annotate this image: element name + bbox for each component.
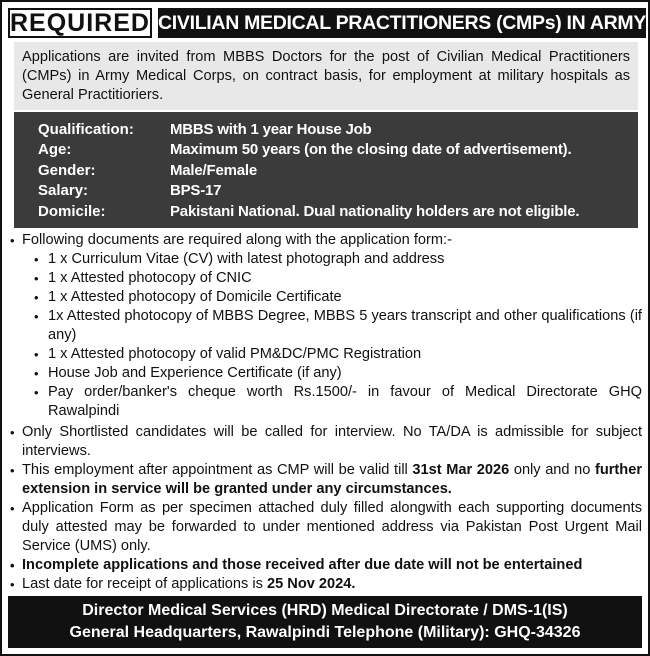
document-item: • 1 x Curriculum Vitae (CV) with latest photograph and address bbox=[10, 250, 642, 269]
employment-text: This employment after appointment as CMP will be valid till bbox=[22, 462, 413, 478]
detail-row-domicile bbox=[38, 201, 638, 222]
footer-contact-line: General Headquarters, Rawalpindi Telephone (Military): GHQ-34326 bbox=[69, 624, 581, 641]
detail-value: MBBS with 1 year House Job bbox=[170, 120, 372, 138]
detail-value: Male/Female bbox=[170, 161, 258, 179]
last-date-text: Last date for receipt of applications is bbox=[22, 576, 267, 592]
required-label: REQUIRED bbox=[10, 8, 150, 37]
detail-value: Maximum 50 years (on the closing date of advertisement). bbox=[170, 141, 572, 159]
detail-label: Qualification: bbox=[38, 120, 134, 138]
contact-footer bbox=[8, 596, 642, 648]
last-date-note bbox=[10, 575, 642, 594]
intro-paragraph: Applications are invited from MBBS Doctors for the post of Civilian Medical Practitioners (CMPs) in Army Medical Corps, on contract basis, for employment at military hospitals as General Practitioriers. bbox=[14, 42, 638, 110]
detail-label: Gender: bbox=[38, 161, 96, 179]
detail-label: Domicile: bbox=[38, 202, 106, 220]
detail-label: Age: bbox=[38, 141, 72, 159]
detail-value: Pakistani National. Dual nationality holders are not eligible. bbox=[170, 202, 580, 220]
document-item: • 1 x Attested photocopy of valid PM&DC/PMC Registration bbox=[10, 345, 642, 364]
shortlist-note: • Only Shortlisted candidates will be called for interview. No TA/DA is admissible for subject interviews. bbox=[10, 423, 642, 461]
employment-end-date: 31st Mar 2026 bbox=[412, 462, 510, 478]
no-extension-text: further extension in service will be granted under any circumstances. bbox=[22, 462, 642, 497]
details-table bbox=[14, 112, 638, 228]
last-date-value: 25 Nov 2024. bbox=[267, 576, 356, 592]
detail-row-gender bbox=[38, 160, 638, 181]
footer-address-line: Director Medical Services (HRD) Medical Directorate / DMS-1(IS) bbox=[82, 602, 568, 619]
documents-lead: • Following documents are required along with the application form:- bbox=[10, 231, 642, 250]
employment-text-mid: only and no bbox=[509, 462, 595, 478]
document-item: • 1 x Attested photocopy of Domicile Certificate bbox=[10, 288, 642, 307]
detail-label: Salary: bbox=[38, 182, 89, 200]
detail-row-qualification bbox=[38, 119, 638, 140]
detail-value: BPS-17 bbox=[170, 182, 222, 200]
incomplete-note: • Incomplete applications and those received after due date will not be entertained bbox=[10, 556, 642, 575]
requirements-list bbox=[10, 231, 642, 594]
application-note: • Application Form as per specimen attached duly filled alongwith each supporting documents duly attested may be forwarded to under mentioned address via Pakistan Post Urgent Mail Service (UMS) only. bbox=[10, 499, 642, 556]
ad-header bbox=[8, 8, 647, 38]
document-item: • House Job and Experience Certificate (if any) bbox=[10, 364, 642, 383]
document-item: • 1 x Attested photocopy of CNIC bbox=[10, 269, 642, 288]
employment-note bbox=[10, 461, 642, 499]
document-item: • 1x Attested photocopy of MBBS Degree, MBBS 5 years transcript and other qualifications (if any) bbox=[10, 307, 642, 345]
detail-row-age bbox=[38, 140, 638, 161]
detail-row-salary bbox=[38, 181, 638, 202]
ad-title: CIVILIAN MEDICAL PRACTITIONERS (CMPs) IN ARMY bbox=[158, 8, 646, 38]
document-item: • Pay order/banker's cheque worth Rs.1500/- in favour of Medical Directorate GHQ Rawalpindi bbox=[10, 383, 642, 421]
